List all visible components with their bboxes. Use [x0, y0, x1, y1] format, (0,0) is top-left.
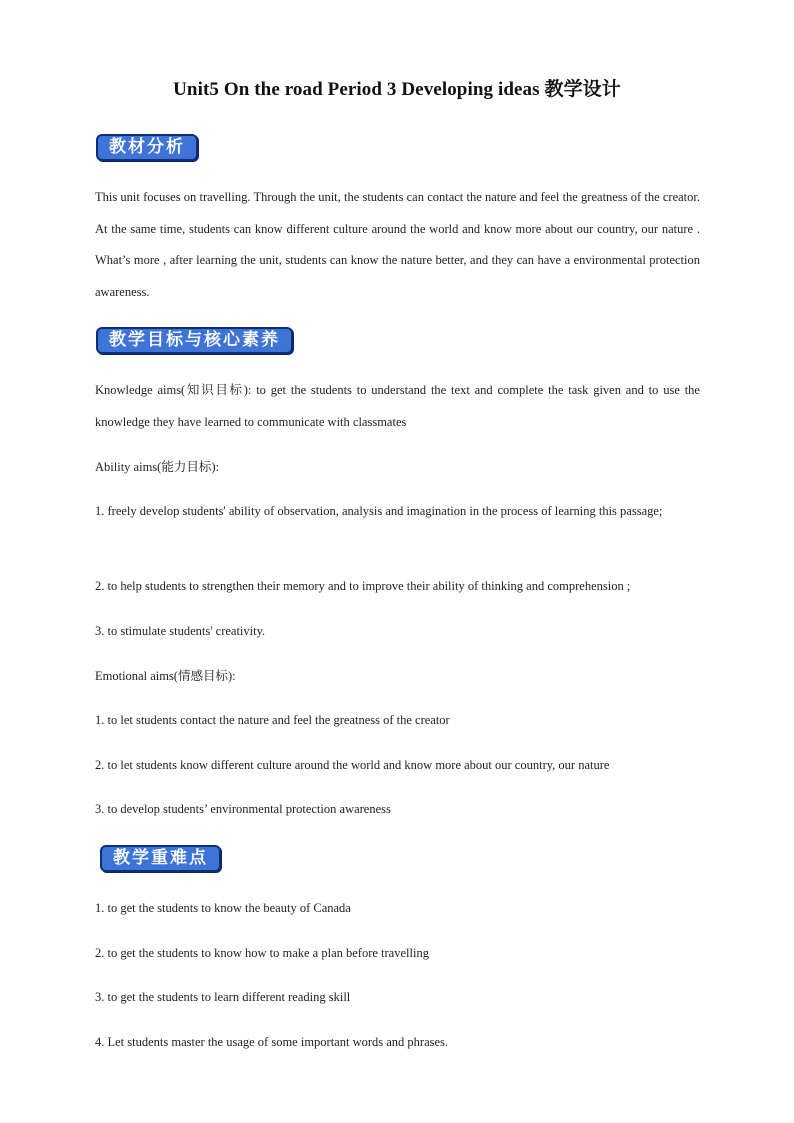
ability-item: 2. to help students to strengthen their memory and to improve their ability of thinking and comprehension ;: [95, 579, 631, 593]
key-point-item: 1. to get the students to know the beauty of Canada: [95, 901, 351, 915]
section-heading-analysis: 教材分析: [96, 134, 198, 161]
section-heading-objectives: 教学目标与核心素养: [96, 327, 293, 354]
emotional-aims-label: Emotional aims(情感目标):: [95, 669, 236, 683]
emotional-item: 2. to let students know different culture around the world and know more about our country, our nature: [95, 758, 610, 772]
ability-item: 1. freely develop students' ability of observation, analysis and imagination in the process of learning this passage;: [95, 504, 663, 518]
document-title: Unit5 On the road Period 3 Developing ideas 教学设计: [173, 79, 621, 100]
key-point-item: 2. to get the students to know how to make a plan before travelling: [95, 946, 429, 960]
ability-aims-label: Ability aims(能力目标):: [95, 460, 219, 474]
key-point-item: 4. Let students master the usage of some important words and phrases.: [95, 1035, 449, 1049]
emotional-item: 3. to develop students’ environmental protection awareness: [95, 802, 391, 816]
analysis-paragraph: This unit focuses on travelling. Through the unit, the students can contact the nature and feel the greatness of the creator. At the same time, students can know different culture around the world and know more about our country, our nature . What’s more , after learning the unit, students can know the nature better, and they can have a environmental protection awareness.: [95, 190, 700, 299]
knowledge-aims-paragraph: Knowledge aims(知识目标): to get the students to understand the text and complete the task given and to use the knowledge they have learned to communicate with classmates: [95, 383, 700, 429]
ability-item: 3. to stimulate students' creativity.: [95, 624, 266, 638]
emotional-item: 1. to let students contact the nature and feel the greatness of the creator: [95, 713, 450, 727]
section-heading-key-points: 教学重难点: [100, 845, 221, 872]
key-point-item: 3. to get the students to learn different reading skill: [95, 990, 351, 1004]
